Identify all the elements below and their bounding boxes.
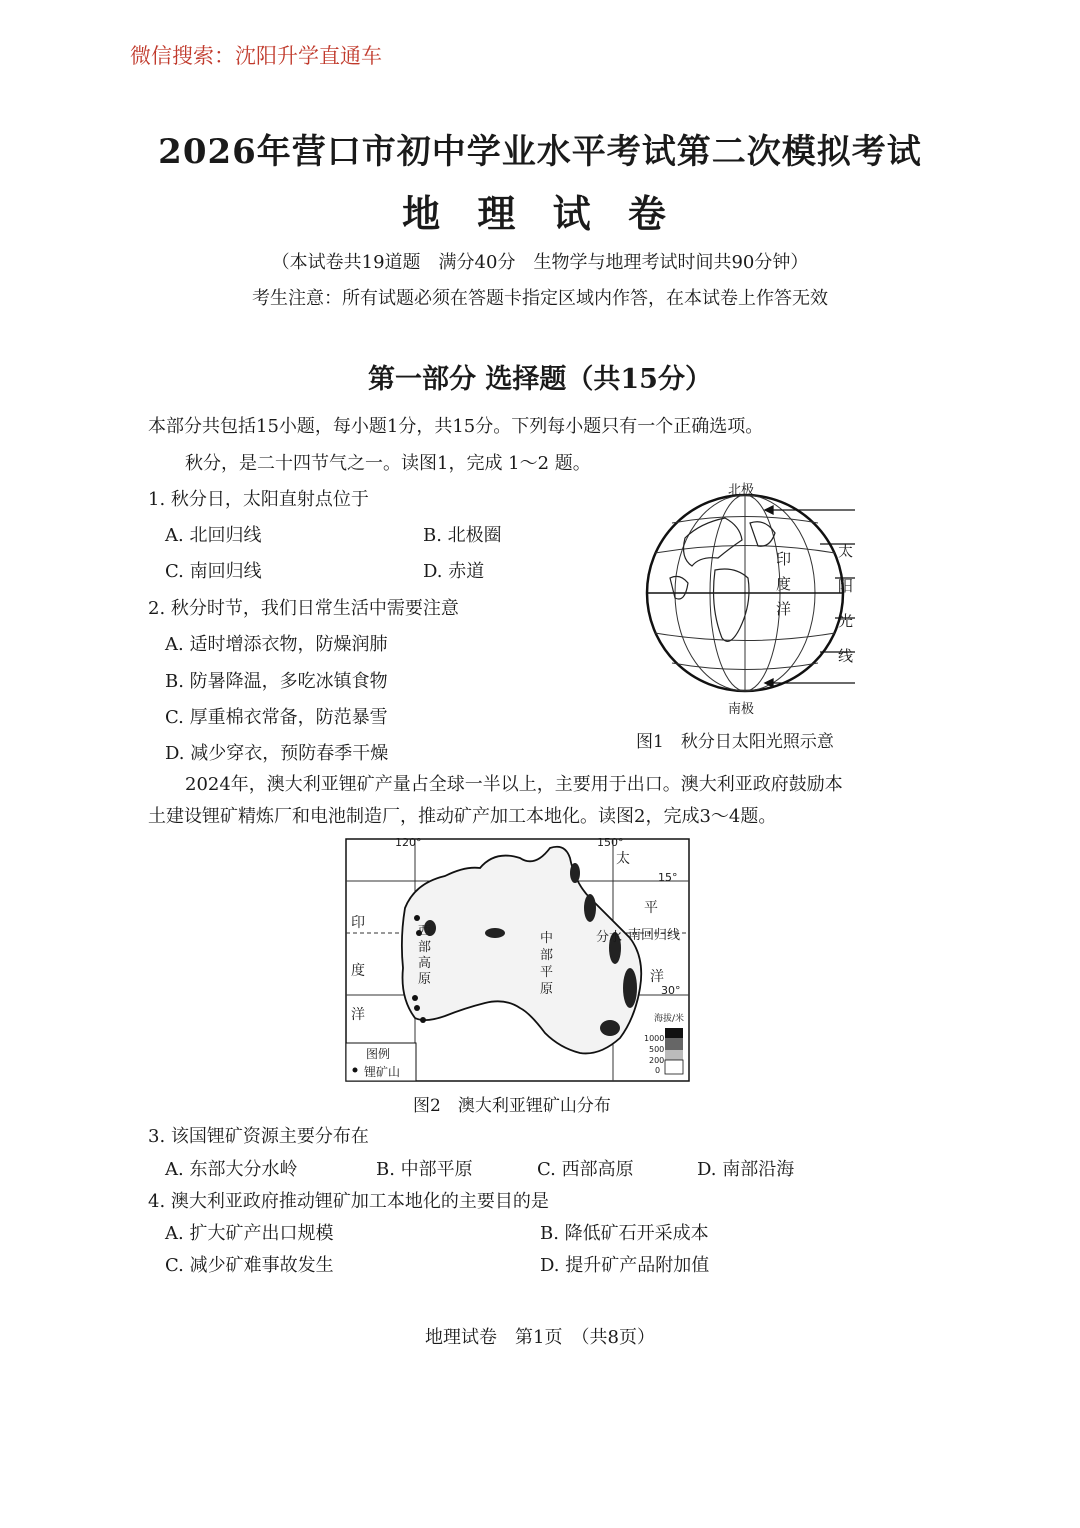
q4-option-b: B. 降低矿石开采成本 [540,1223,709,1244]
elevation-0: 0 [655,1066,661,1075]
q4-stem: 4. 澳大利亚政府推动锂矿加工本地化的主要目的是 [148,1191,549,1212]
watermark: 微信搜索：沈阳升学直通车 [130,44,382,68]
q2-option-d: D. 减少穿衣，预防春季干燥 [165,743,389,764]
sun-label-4: 线 [838,647,854,665]
divide-label: 分水 [596,930,623,945]
elevation-1000: 1000 [644,1034,665,1043]
section-title: 第一部分 选择题（共15分） [368,364,712,395]
q2-option-a: A. 适时增添衣物，防燥润肺 [165,634,388,655]
lat-30: 30° [661,984,681,997]
exam-title: 2026年营口市初中学业水平考试第二次模拟考试 [158,132,922,172]
globe-ocean-label-2: 度 [776,575,792,593]
page-footer: 地理试卷 第1页 （共8页） [425,1327,655,1348]
indian-ocean-label-3: 洋 [351,1007,365,1023]
intro-q3-4-line1: 2024年，澳大利亚锂矿产量占全球一半以上，主要用于出口。澳大利亚政府鼓励本 [185,774,843,795]
central-plain-label: 中部平原 [540,931,554,997]
pacific-label-1: 太 [616,851,630,867]
q1-option-b: B. 北极圈 [423,525,502,546]
figure2-caption: 图2 澳大利亚锂矿山分布 [413,1096,611,1116]
q1-option-d: D. 赤道 [423,561,485,582]
q3-stem: 3. 该国锂矿资源主要分布在 [148,1126,369,1147]
q4-option-d: D. 提升矿产品附加值 [540,1255,710,1276]
sun-label-3: 光 [838,612,854,630]
lat-15: 15° [658,871,678,884]
elevation-500: 500 [649,1045,665,1054]
globe-ocean-label-1: 印 [776,550,792,568]
sun-label-1: 太 [838,542,854,560]
exam-notice: 考生注意：所有试题必须在答题卡指定区域内作答，在本试卷上作答无效 [252,288,828,309]
q4-option-c: C. 减少矿难事故发生 [165,1255,334,1276]
elevation-scale [665,1028,683,1074]
q1-stem: 1. 秋分日，太阳直射点位于 [148,489,369,510]
legend-item-lithium-mine: 锂矿山 [364,1065,401,1079]
intro-q3-4-line2: 土建设锂矿精炼厂和电池制造厂，推动矿产加工本地化。读图2，完成3～4题。 [148,806,777,827]
elevation-scale-title: 海拔/米 [654,1014,685,1024]
sun-label-2: 阳 [838,577,854,595]
q2-option-c: C. 厚重棉衣常备，防范暴雪 [165,707,388,728]
west-plateau-label: 西部高原 [418,924,432,987]
lon-150: 150° [597,836,624,849]
legend-title: 图例 [366,1047,391,1061]
globe-north-pole-label: 北极 [728,483,755,498]
globe-south-pole-label: 南极 [728,702,755,717]
q3-option-b: B. 中部平原 [376,1159,473,1180]
figure2-australia-map [345,838,690,1082]
exam-info: （本试卷共19道题 满分40分 生物学与地理考试时间共90分钟） [271,252,809,273]
q3-option-a: A. 东部大分水岭 [165,1159,298,1180]
section-instructions: 本部分共包括15小题，每小题1分，共15分。下列每小题只有一个正确选项。 [148,416,764,437]
q3-option-d: D. 南部沿海 [697,1159,795,1180]
q4-option-a: A. 扩大矿产出口规模 [165,1223,334,1244]
globe-outline [647,495,843,691]
indian-ocean-label-1: 印 [351,915,365,931]
q3-option-c: C. 西部高原 [537,1159,634,1180]
pacific-label-2: 平 [644,900,658,916]
indian-ocean-label-2: 度 [351,963,365,979]
q1-option-a: A. 北回归线 [165,525,262,546]
lon-120: 120° [395,836,422,849]
intro-q1-2: 秋分，是二十四节气之一。读图1，完成 1～2 题。 [185,453,591,474]
q1-option-c: C. 南回归线 [165,561,262,582]
figure1-globe-diagram [630,478,870,718]
exam-subject: 地 理 试 卷 [402,191,678,236]
q2-stem: 2. 秋分时节，我们日常生活中需要注意 [148,598,459,619]
globe-ocean-label-3: 洋 [776,600,792,618]
pacific-label-3: 洋 [650,969,664,985]
q2-option-b: B. 防暑降温，多吃冰镇食物 [165,671,388,692]
tropic-label: 南回归线 [628,928,681,943]
elevation-200: 200 [649,1056,665,1065]
figure1-caption: 图1 秋分日太阳光照示意 [636,732,834,752]
